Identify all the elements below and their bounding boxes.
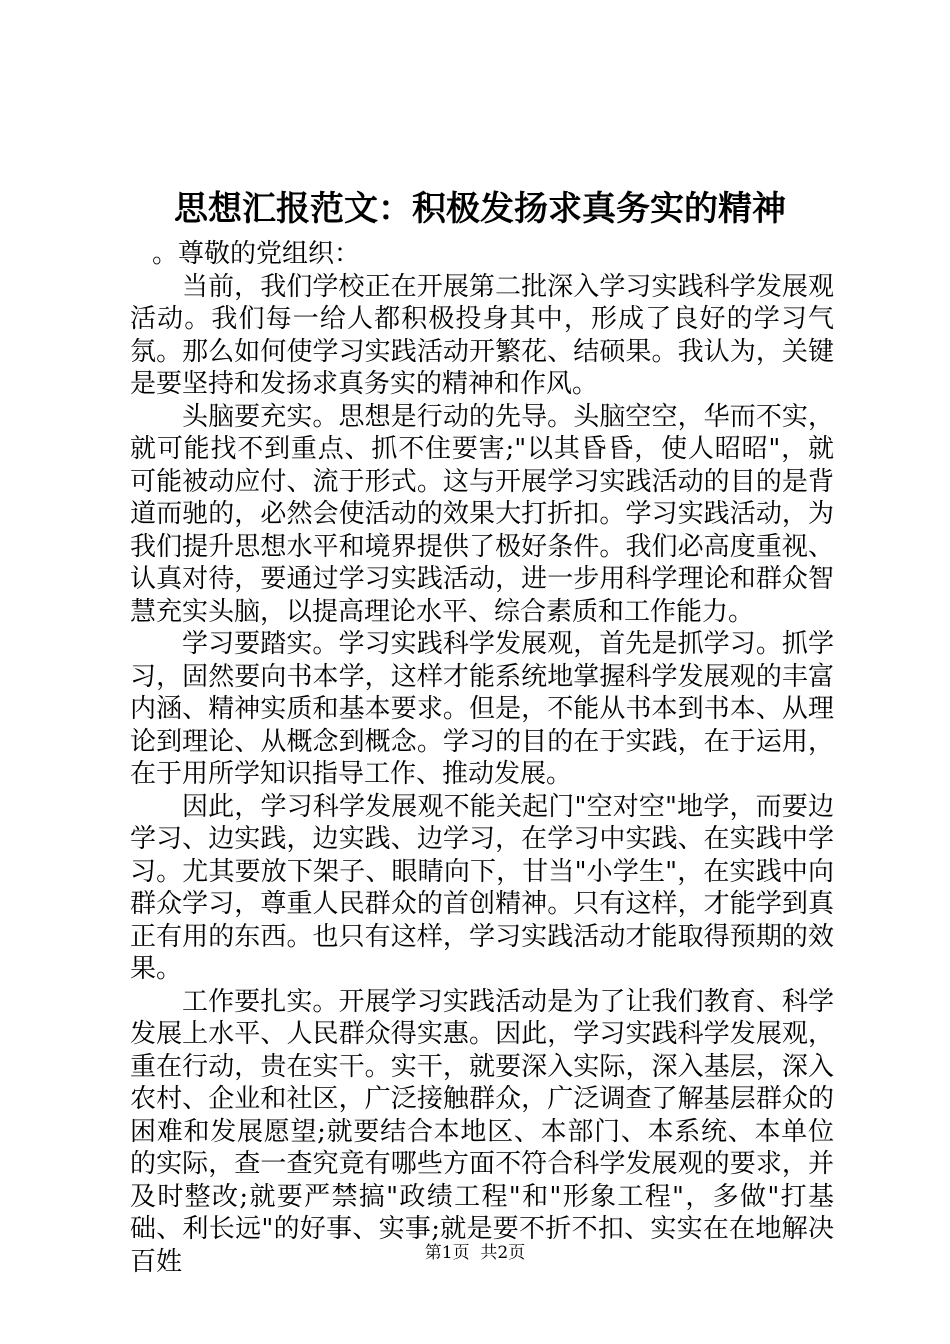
paragraph: 当前，我们学校正在开展第二批深入学习实践科学发展观活动。我们每一给人都积极投身其中，形成了良好的学习气氛。那么如何使学习实践活动开繁花、结硕果。我认为，关键是要坚持和发扬求真务实的精神和作风。 — [130, 271, 834, 399]
paragraph: 因此，学习科学发展观不能关起门"空对空"地学，而要边学习、边实践，边实践、边学习，在学习中实践、在实践中学习。尤其要放下架子、眼睛向下，甘当"小学生"，在实践中向群众学习，尊重人民群众的首创精神。只有这样，才能学到真正有用的东西。也只有这样，学习实践活动才能取得预期的效果。 — [130, 791, 834, 984]
paragraph: 工作要扎实。开展学习实践活动是为了让我们教育、科学发展上水平、人民群众得实惠。因此，学习实践科学发展观，重在行动，贵在实干。实干，就要深入实际，深入基层，深入农村、企业和社区，广泛接触群众，广泛调查了解基层群众的困难和发展愿望;就要结合本地区、本部门、本系统、本单位的实际，查一查究竟有哪些方面不符合科学发展观的要求，并及时整改;就要严禁搞"政绩工程"和"形象工程"，多做"打基础、利长远"的好事、实事;就是要不折不扣、实实在在地解决百姓 — [130, 986, 834, 1277]
document-title: 思想汇报范文：积极发扬求真务实的精神 — [174, 189, 786, 229]
paragraph: 学习要踏实。学习实践科学发展观，首先是抓学习。抓学习，固然要向书本学，这样才能系统地掌握科学发展观的丰富内涵、精神实质和基本要求。但是，不能从书本到书本、从理论到理论、从概念到概念。学习的目的在于实践，在于运用，在于用所学知识指导工作、推动发展。 — [130, 629, 834, 789]
document-body — [130, 238, 834, 1278]
paragraph: 头脑要充实。思想是行动的先导。头脑空空，华而不实，就可能找不到重点、抓不住要害;"以其昏昏，使人昭昭"，就可能被动应付、流于形式。这与开展学习实践活动的目的是背道而驰的，必然会使活动的效果大打折扣。学习实践活动，为我们提升思想水平和境界提供了极好条件。我们必高度重视、认真对待，要通过学习实践活动，进一步用科学理论和群众智慧充实头脑，以提高理论水平、综合素质和工作能力。 — [130, 401, 834, 627]
page-footer: 第1页 共2页 — [424, 1243, 526, 1263]
salutation: 。尊敬的党组织： — [152, 239, 361, 269]
